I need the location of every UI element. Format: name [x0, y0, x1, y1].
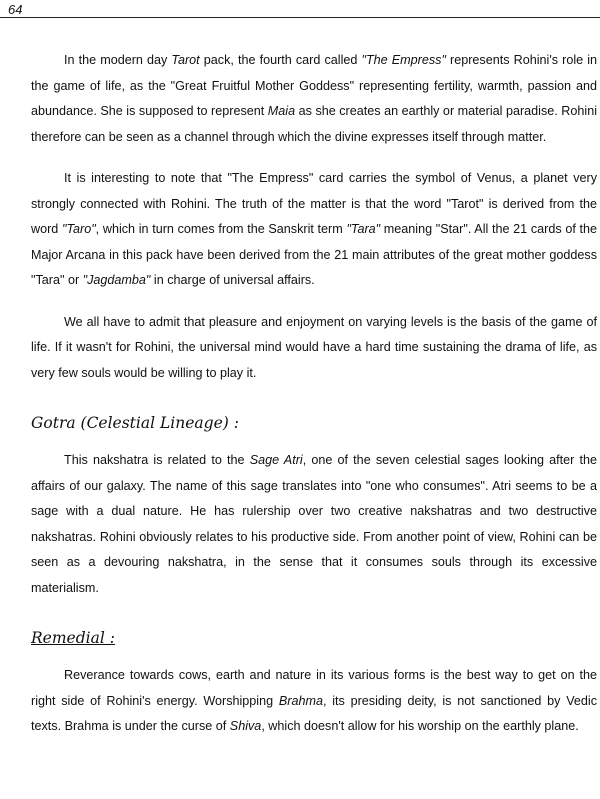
section-gotra [31, 448, 597, 601]
paragraph [31, 166, 597, 294]
page-number: 64 [8, 2, 23, 17]
text-run: , its presiding deity, is not sanctioned by Vedic texts. Brahma is under the curse of [31, 693, 598, 733]
heading-remedial: Remedial : [31, 629, 115, 647]
text-run: In the modern day [64, 53, 172, 67]
paragraph [31, 48, 597, 150]
text-run: , one of the seven celestial sages looking after the affairs of our galaxy. The name of this sage translates into "one who consumes". Atri seems to be a sage with a dual nature. He has rulership over two creative nakshatras and two destructive nakshatras. Rohini obviously relates to his productive side. From another point of view, Rohini can be seen as a devouring nakshatra, in the sense that it consumes souls through its excessive materialism. [31, 453, 597, 595]
heading-gotra: Gotra (Celestial Lineage) : [31, 414, 239, 432]
text-run: represents Rohini's role in the game of life, as the "Great Fruitful Mother Goddess" representing fertility, warmth, passion and abundance. She is supposed to represent [31, 53, 598, 118]
text-run: Reverance towards cows, earth and nature in its various forms is the best way to get on the right side of Rohini's energy. Worshipping [31, 668, 597, 708]
italic-term: Maia [267, 104, 296, 118]
text-run: We all have to admit that pleasure and enjoyment on varying levels is the basis of the game of life. If it wasn't for Rohini, the universal mind would have a hard time sustaining the drama of life, as very few souls would be willing to play it. [31, 314, 597, 380]
text-run: , which doesn't allow for his worship on the earthly plane. [261, 719, 579, 733]
text-run: pack, the fourth card called [199, 53, 362, 67]
italic-term: Tarot [171, 53, 200, 67]
italic-term: "Jagdamba" [82, 273, 151, 287]
page-body [31, 48, 597, 740]
italic-term: Sage Atri [249, 453, 303, 467]
paragraph [31, 310, 597, 387]
italic-term: "Tara" [346, 222, 381, 236]
text-run: , which in turn comes from the Sanskrit term [95, 222, 347, 236]
italic-term: Brahma [278, 693, 323, 708]
text-run: This nakshatra is related to the [64, 453, 250, 467]
text-run: as she creates an earthly or material paradise. Rohini therefore can be seen as a channel through which the divine expresses itself through matter. [31, 104, 598, 144]
italic-term: "The Empress" [361, 53, 446, 67]
section-remedial [31, 663, 597, 740]
header-rule [0, 17, 600, 18]
paragraph [31, 448, 597, 601]
text-run: It is interesting to note that "The Empress" card carries the symbol of Venus, a planet very strongly connected with Rohini. The truth of the matter is that the word "Tarot" is derived from the word [31, 171, 597, 236]
text-run: in charge of universal affairs. [150, 273, 315, 287]
section-intro [31, 48, 597, 386]
italic-term: "Taro" [61, 222, 96, 236]
paragraph [31, 663, 597, 740]
text-run: meaning "Star". All the 21 cards of the Major Arcana in this pack have been derived from the 21 main attributes of the great mother goddess "Tara" or [31, 222, 598, 287]
italic-term: Shiva [229, 719, 262, 733]
